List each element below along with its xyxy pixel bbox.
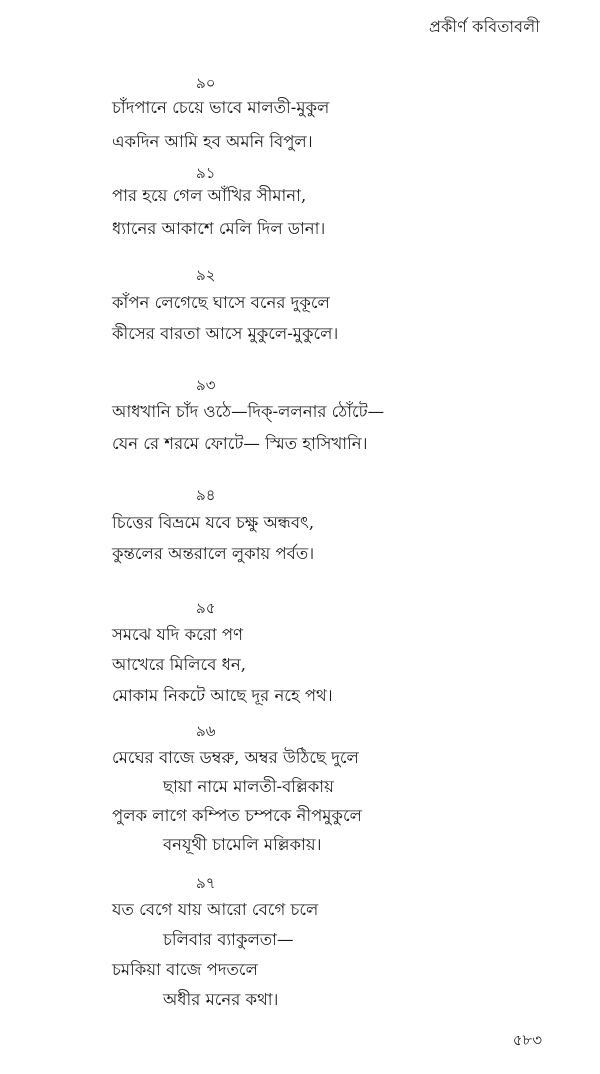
poem-number: ৯০ bbox=[196, 74, 216, 92]
poem-number: ৯১ bbox=[196, 164, 216, 182]
running-header: প্রকীর্ণ কবিতাবলী bbox=[428, 17, 540, 36]
poem-line: মোকাম নিকটে আছে দূর নহে পথ। bbox=[112, 686, 333, 705]
poem-number: ৯৩ bbox=[196, 376, 216, 394]
poem-line: যত বেগে যায় আরো বেগে চলে bbox=[112, 900, 319, 919]
poem-number: ৯২ bbox=[196, 266, 216, 284]
poem-number: ৯৬ bbox=[196, 722, 216, 740]
poem-line: চিত্তের বিভ্রমে যবে চক্ষু অন্ধবৎ, bbox=[112, 513, 315, 532]
poem-line: অধীর মনের কথা। bbox=[163, 990, 279, 1009]
poem-line: কীসের বারতা আসে মুকুলে-মুকুলে। bbox=[112, 324, 339, 343]
poem-number: ৯৫ bbox=[196, 599, 216, 617]
poem-line: ধ্যানের আকাশে মেলি দিল ডানা। bbox=[112, 219, 326, 238]
poem-line: যেন রে শরমে ফোটে— স্মিত হাসিখানি। bbox=[112, 434, 368, 453]
poem-number: ৯৭ bbox=[196, 874, 216, 892]
poem-line: বনযূথী চামেলি মল্লিকায়। bbox=[163, 835, 322, 854]
poem-line: চমকিয়া বাজে পদতলে bbox=[112, 960, 258, 979]
poem-line: মেঘের বাজে ডম্বরু, অম্বর উঠিছে দুলে bbox=[112, 748, 359, 767]
poem-line: চলিবার ব্যাকুলতা— bbox=[163, 930, 294, 949]
poem-line: কুন্তলের অন্তরালে লুকায় পর্বত। bbox=[112, 544, 315, 563]
poem-line: পুলক লাগে কম্পিত চম্পকে নীপমুকুলে bbox=[112, 806, 362, 825]
poem-line: ছায়া নামে মালতী-বল্লিকায় bbox=[163, 777, 334, 796]
poem-line: সমঝে যদি করো পণ bbox=[112, 625, 244, 644]
poem-number: ৯৪ bbox=[196, 486, 216, 504]
poem-line: পার হয়ে গেল আঁখির সীমানা, bbox=[112, 186, 307, 205]
poem-line: আখেরে মিলিবে ধন, bbox=[112, 655, 246, 674]
poem-line: একদিন আমি হব অমনি বিপুল। bbox=[112, 132, 313, 151]
poem-line: কাঁপন লেগেছে ঘাসে বনের দুকূলে bbox=[112, 293, 330, 312]
page-number: ৫৮৩ bbox=[512, 1031, 542, 1049]
poem-line: আধখানি চাঁদ ওঠে—দিক্-ললনার ঠোঁটে— bbox=[112, 402, 385, 421]
poem-line: চাঁদপানে চেয়ে ভাবে মালতী-মুকুল bbox=[112, 98, 330, 117]
